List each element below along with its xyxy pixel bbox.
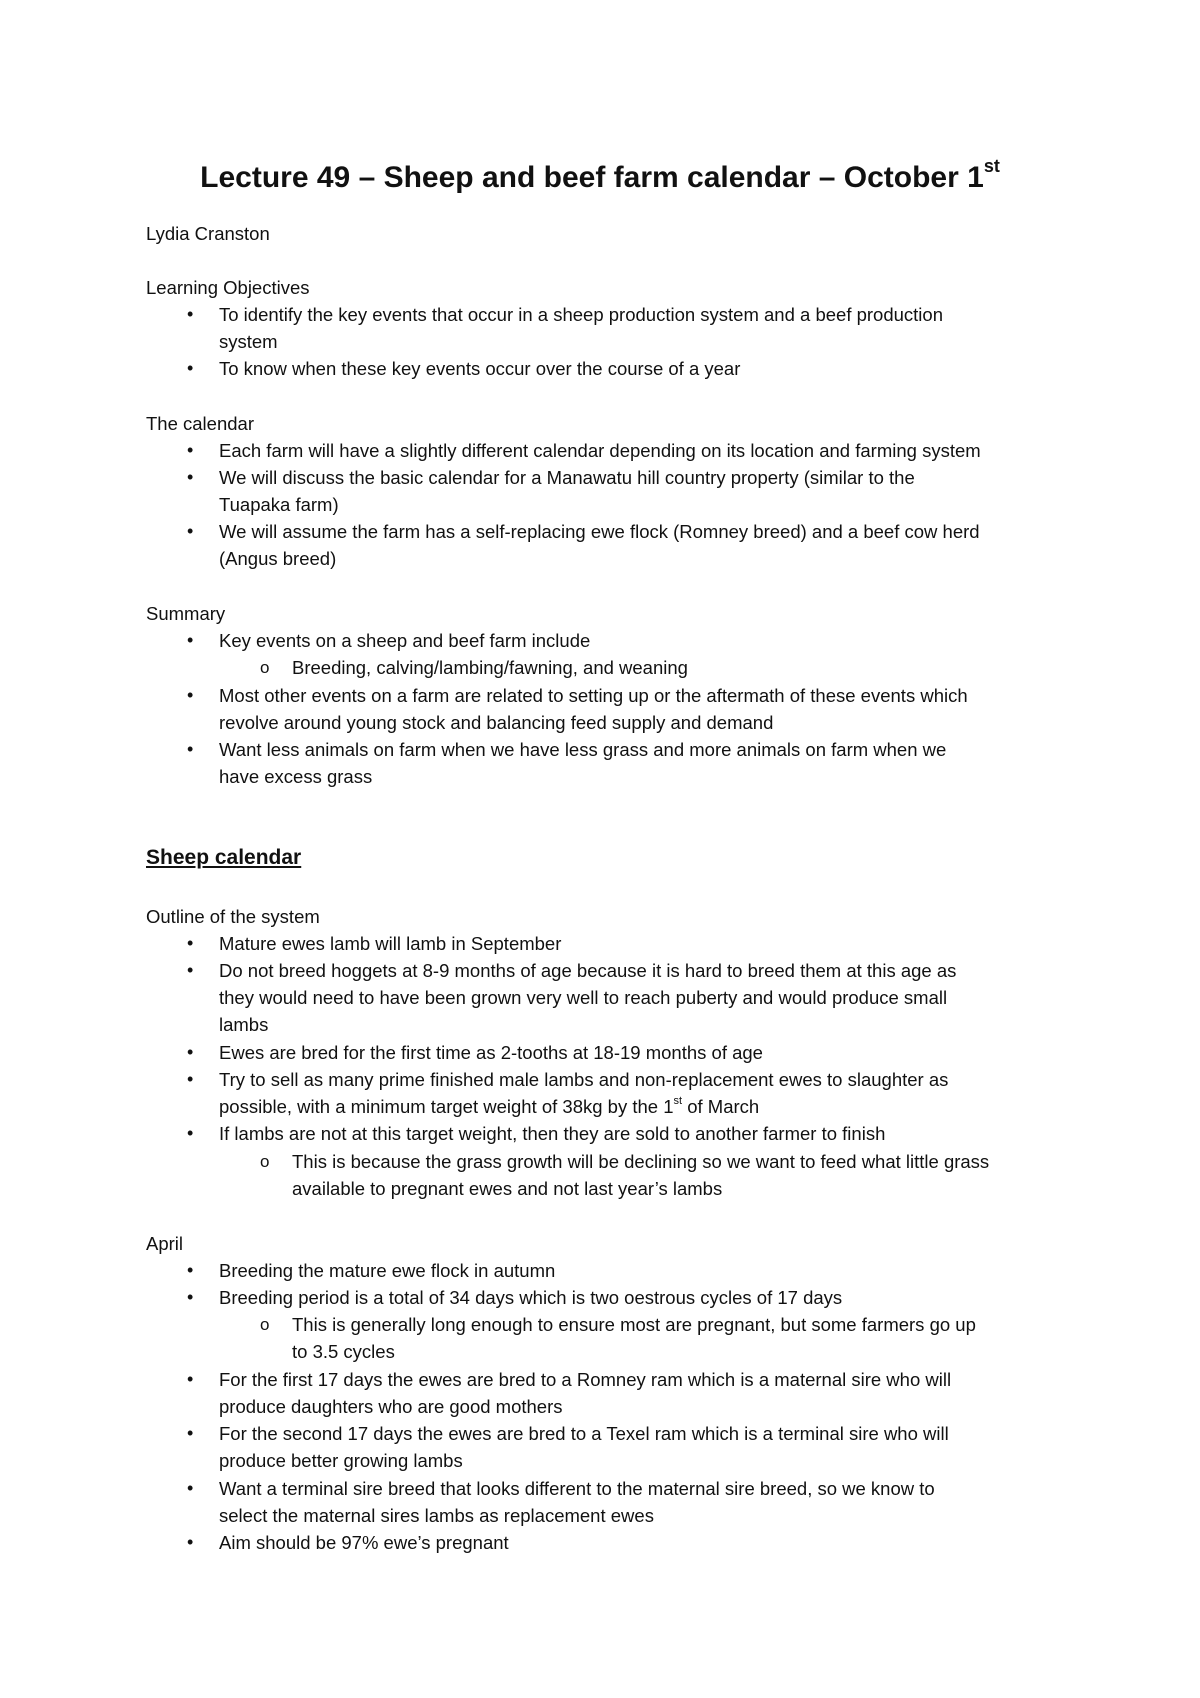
list-item: If lambs are not at this target weight, then they are sold to another farmer to finish (219, 1123, 886, 1144)
list-item: Most other events on a farm are related to setting up or the aftermath of these events which (219, 685, 968, 706)
list-item: Do not breed hoggets at 8-9 months of age because it is hard to breed them at this age as (219, 960, 957, 981)
list-item: To identify the key events that occur in a sheep production system and a beef production (219, 304, 943, 325)
april-heading: April (146, 1233, 184, 1254)
bullet-icon: • (187, 1042, 194, 1062)
bullet-icon: • (187, 739, 194, 759)
list-item-continuation: revolve around young stock and balancing feed supply and demand (219, 712, 774, 733)
sub-list-item: This is because the grass growth will be declining so we want to feed what little grass (292, 1151, 990, 1172)
bullet-icon: • (187, 685, 194, 705)
date-superscript: st (673, 1094, 683, 1107)
list-item-continuation: Tuapaka farm) (219, 494, 339, 515)
bullet-icon: • (187, 1478, 194, 1498)
bullet-icon: • (187, 1369, 194, 1389)
list-item: Aim should be 97% ewe’s pregnant (219, 1532, 509, 1553)
list-item-continuation: produce better growing lambs (219, 1450, 463, 1471)
list-item-continuation: lambs (219, 1014, 269, 1035)
list-item-continuation: possible, with a minimum target weight of 38kg by the 1st of March (219, 1094, 760, 1117)
bullet-icon: • (187, 521, 194, 541)
list-item: Want a terminal sire breed that looks different to the maternal sire breed, so we know to (219, 1478, 935, 1499)
bullet-icon: • (187, 933, 194, 953)
list-item-continuation: produce daughters who are good mothers (219, 1396, 563, 1417)
list-item-continuation: (Angus breed) (219, 548, 337, 569)
list-item: To know when these key events occur over the course of a year (219, 358, 741, 379)
bullet-icon: • (187, 1532, 194, 1552)
sub-bullet-icon: o (260, 1315, 270, 1334)
calendar-heading: The calendar (146, 413, 254, 434)
sub-list-item-continuation: available to pregnant ewes and not last year’s lambs (292, 1178, 723, 1199)
list-item: Breeding the mature ewe flock in autumn (219, 1260, 556, 1281)
bullet-icon: • (187, 960, 194, 980)
list-item: For the second 17 days the ewes are bred to a Texel ram which is a terminal sire who will (219, 1423, 949, 1444)
title-superscript: st (983, 156, 1000, 176)
summary-heading: Summary (146, 603, 226, 624)
list-item: Try to sell as many prime finished male lambs and non-replacement ewes to slaughter as (219, 1069, 949, 1090)
bullet-icon: • (187, 440, 194, 460)
author-name: Lydia Cranston (146, 223, 270, 244)
sub-list-item-continuation: to 3.5 cycles (292, 1341, 395, 1362)
list-item: Ewes are bred for the first time as 2-tooths at 18-19 months of age (219, 1042, 763, 1063)
list-item-continuation: they would need to have been grown very well to reach puberty and would produce small (219, 987, 948, 1008)
list-item: Mature ewes lamb will lamb in September (219, 933, 562, 954)
page-title: Lecture 49 – Sheep and beef farm calendar – October 1st (200, 156, 1000, 194)
bullet-icon: • (187, 1069, 194, 1089)
list-item-continuation: have excess grass (219, 766, 373, 787)
sub-bullet-icon: o (260, 1152, 270, 1171)
sheep-calendar-heading: Sheep calendar (146, 846, 302, 869)
outline-heading: Outline of the system (146, 906, 320, 927)
list-item: For the first 17 days the ewes are bred to a Romney ram which is a maternal sire who will (219, 1369, 952, 1390)
bullet-icon: • (187, 304, 194, 324)
bullet-icon: • (187, 358, 194, 378)
bullet-icon: • (187, 1260, 194, 1280)
list-item: Breeding period is a total of 34 days which is two oestrous cycles of 17 days (219, 1287, 843, 1308)
list-item: Key events on a sheep and beef farm include (219, 630, 591, 651)
bullet-icon: • (187, 1423, 194, 1443)
bullet-icon: • (187, 630, 194, 650)
list-item-continuation: select the maternal sires lambs as replacement ewes (219, 1505, 654, 1526)
bullet-icon: • (187, 1123, 194, 1143)
sub-bullet-icon: o (260, 658, 270, 677)
learning-objectives-heading: Learning Objectives (146, 277, 310, 298)
bullet-icon: • (187, 467, 194, 487)
sub-list-item: Breeding, calving/lambing/fawning, and weaning (292, 657, 688, 678)
list-item: Want less animals on farm when we have less grass and more animals on farm when we (219, 739, 947, 760)
sub-list-item: This is generally long enough to ensure most are pregnant, but some farmers go up (292, 1314, 976, 1335)
list-item: We will discuss the basic calendar for a Manawatu hill country property (similar to the (219, 467, 915, 488)
list-item: Each farm will have a slightly different calendar depending on its location and farming system (219, 440, 981, 461)
bullet-icon: • (187, 1287, 194, 1307)
list-item-continuation: system (219, 331, 278, 352)
list-item: We will assume the farm has a self-replacing ewe flock (Romney breed) and a beef cow herd (219, 521, 980, 542)
